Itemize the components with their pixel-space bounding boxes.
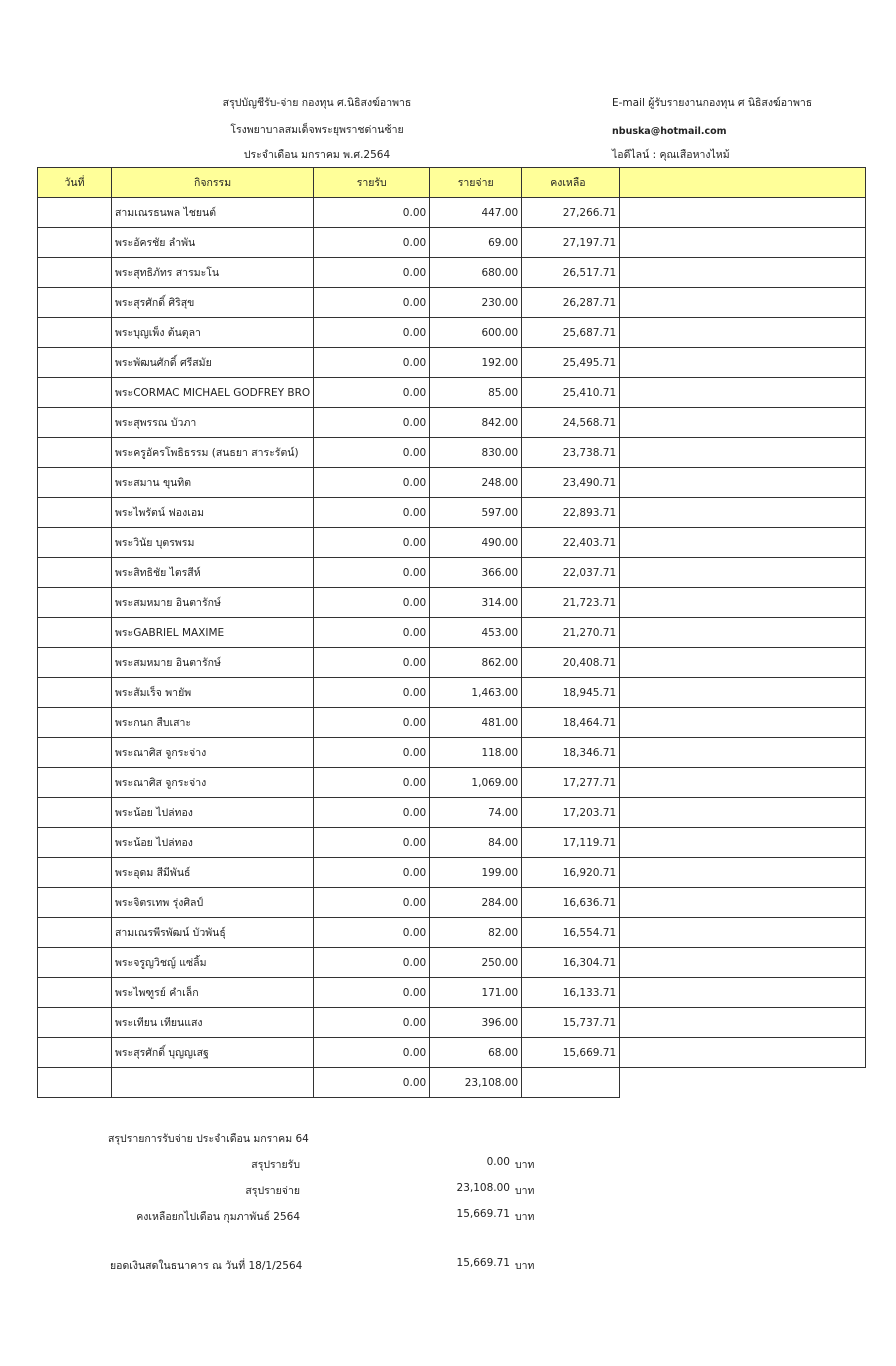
row-activity: พระไพฑูรย์ คำเล็ก bbox=[112, 978, 314, 1008]
table-row bbox=[38, 768, 866, 798]
row-blank bbox=[620, 1008, 866, 1038]
row-date bbox=[38, 618, 112, 648]
row-expense: 447.00 bbox=[430, 198, 522, 228]
row-blank bbox=[620, 258, 866, 288]
row-blank bbox=[620, 678, 866, 708]
row-expense: 69.00 bbox=[430, 228, 522, 258]
row-expense: 600.00 bbox=[430, 318, 522, 348]
row-income: 0.00 bbox=[314, 228, 430, 258]
row-balance: 16,304.71 bbox=[522, 948, 620, 978]
table-row bbox=[38, 948, 866, 978]
row-income: 0.00 bbox=[314, 528, 430, 558]
table-row bbox=[38, 498, 866, 528]
row-income: 0.00 bbox=[314, 558, 430, 588]
row-balance: 21,270.71 bbox=[522, 618, 620, 648]
row-date bbox=[38, 768, 112, 798]
row-blank bbox=[620, 198, 866, 228]
row-activity: พระอัครชัย ลำพัน bbox=[112, 228, 314, 258]
table-row bbox=[38, 228, 866, 258]
row-date bbox=[38, 1008, 112, 1038]
row-balance: 25,687.71 bbox=[522, 318, 620, 348]
table-row bbox=[38, 708, 866, 738]
email-label: E-mail ผู้รับรายงานกองทุน ศ นิธิสงฆ์อาพาธ bbox=[612, 97, 813, 109]
row-activity: พระครูอัครโพธิธรรม (สนธยา สาระรัตน์) bbox=[112, 438, 314, 468]
row-balance: 26,517.71 bbox=[522, 258, 620, 288]
bank-balance-value: 15,669.71 bbox=[456, 1257, 510, 1269]
row-blank bbox=[620, 708, 866, 738]
row-date bbox=[38, 378, 112, 408]
report-period: ประจำเดือน มกราคม พ.ศ.2564 bbox=[243, 149, 391, 161]
table-row bbox=[38, 888, 866, 918]
row-activity: พระน้อย ไปล่ทอง bbox=[112, 828, 314, 858]
col-date: วันที่ bbox=[38, 168, 112, 198]
row-activity: พระสิทธิชัย ไตรสีห์ bbox=[112, 558, 314, 588]
row-date bbox=[38, 438, 112, 468]
row-date bbox=[38, 828, 112, 858]
row-activity: พระGABRIEL MAXIME bbox=[112, 618, 314, 648]
totals-balance bbox=[522, 1068, 620, 1098]
col-income: รายรับ bbox=[314, 168, 430, 198]
row-income: 0.00 bbox=[314, 408, 430, 438]
table-row bbox=[38, 438, 866, 468]
table-header-row bbox=[38, 168, 866, 198]
row-balance: 17,203.71 bbox=[522, 798, 620, 828]
row-income: 0.00 bbox=[314, 1038, 430, 1068]
row-date bbox=[38, 648, 112, 678]
row-date bbox=[38, 708, 112, 738]
table-row bbox=[38, 618, 866, 648]
row-date bbox=[38, 408, 112, 438]
summary-expense-label: สรุปรายจ่าย bbox=[245, 1185, 300, 1197]
table-row bbox=[38, 1008, 866, 1038]
row-expense: 830.00 bbox=[430, 438, 522, 468]
table-row bbox=[38, 1038, 866, 1068]
table-row bbox=[38, 738, 866, 768]
row-expense: 248.00 bbox=[430, 468, 522, 498]
row-date bbox=[38, 228, 112, 258]
summary-income-label: สรุปรายรับ bbox=[251, 1159, 300, 1171]
row-balance: 16,554.71 bbox=[522, 918, 620, 948]
row-income: 0.00 bbox=[314, 738, 430, 768]
row-expense: 192.00 bbox=[430, 348, 522, 378]
row-expense: 118.00 bbox=[430, 738, 522, 768]
row-income: 0.00 bbox=[314, 918, 430, 948]
row-balance: 21,723.71 bbox=[522, 588, 620, 618]
row-date bbox=[38, 1038, 112, 1068]
row-blank bbox=[620, 498, 866, 528]
row-income: 0.00 bbox=[314, 678, 430, 708]
row-blank bbox=[620, 318, 866, 348]
row-income: 0.00 bbox=[314, 348, 430, 378]
row-blank bbox=[620, 348, 866, 378]
col-expense: รายจ่าย bbox=[430, 168, 522, 198]
row-blank bbox=[620, 918, 866, 948]
row-date bbox=[38, 558, 112, 588]
summary-expense-unit: บาท bbox=[515, 1185, 535, 1197]
row-activity: พระสมหมาย อินตารักษ์ bbox=[112, 588, 314, 618]
row-balance: 18,464.71 bbox=[522, 708, 620, 738]
row-income: 0.00 bbox=[314, 798, 430, 828]
row-date bbox=[38, 678, 112, 708]
row-expense: 842.00 bbox=[430, 408, 522, 438]
row-balance: 22,403.71 bbox=[522, 528, 620, 558]
row-income: 0.00 bbox=[314, 378, 430, 408]
row-expense: 481.00 bbox=[430, 708, 522, 738]
row-date bbox=[38, 978, 112, 1008]
row-date bbox=[38, 468, 112, 498]
row-date bbox=[38, 288, 112, 318]
row-activity: พระณาศิส จูกระจ่าง bbox=[112, 738, 314, 768]
row-blank bbox=[620, 378, 866, 408]
row-balance: 27,266.71 bbox=[522, 198, 620, 228]
row-activity: พระสุพรรณ บัวภา bbox=[112, 408, 314, 438]
table-row bbox=[38, 588, 866, 618]
row-date bbox=[38, 498, 112, 528]
totals-date bbox=[38, 1068, 112, 1098]
row-expense: 314.00 bbox=[430, 588, 522, 618]
row-income: 0.00 bbox=[314, 648, 430, 678]
ledger-table bbox=[37, 167, 866, 1098]
col-activity: กิจกรรม bbox=[112, 168, 314, 198]
table-row bbox=[38, 558, 866, 588]
table-row bbox=[38, 348, 866, 378]
row-activity: พระกนก สืบเสาะ bbox=[112, 708, 314, 738]
row-balance: 18,945.71 bbox=[522, 678, 620, 708]
row-date bbox=[38, 888, 112, 918]
row-expense: 84.00 bbox=[430, 828, 522, 858]
table-row bbox=[38, 648, 866, 678]
table-row bbox=[38, 468, 866, 498]
row-balance: 23,490.71 bbox=[522, 468, 620, 498]
row-blank bbox=[620, 738, 866, 768]
row-balance: 24,568.71 bbox=[522, 408, 620, 438]
row-blank bbox=[620, 438, 866, 468]
email-address[interactable]: nbuska@hotmail.com bbox=[612, 126, 727, 137]
row-blank bbox=[620, 528, 866, 558]
row-expense: 230.00 bbox=[430, 288, 522, 318]
table-row bbox=[38, 858, 866, 888]
bank-balance-label: ยอดเงินสดในธนาคาร ณ วันที่ 18/1/2564 bbox=[110, 1260, 303, 1272]
row-balance: 27,197.71 bbox=[522, 228, 620, 258]
row-blank bbox=[620, 618, 866, 648]
row-income: 0.00 bbox=[314, 858, 430, 888]
row-expense: 366.00 bbox=[430, 558, 522, 588]
row-expense: 453.00 bbox=[430, 618, 522, 648]
row-activity: พระวินัย บุตรพรม bbox=[112, 528, 314, 558]
row-expense: 250.00 bbox=[430, 948, 522, 978]
row-activity: พระสุรศักดิ์ ศิริสุข bbox=[112, 288, 314, 318]
row-date bbox=[38, 798, 112, 828]
summary-income-value: 0.00 bbox=[486, 1156, 510, 1168]
summary-carryover-label: คงเหลือยกไปเดือน กุมภาพันธ์ 2564 bbox=[136, 1211, 300, 1223]
row-balance: 20,408.71 bbox=[522, 648, 620, 678]
row-income: 0.00 bbox=[314, 318, 430, 348]
row-activity: พระสุทธิภัทร สารมะโน bbox=[112, 258, 314, 288]
table-row bbox=[38, 258, 866, 288]
row-activity: สามเณรธนพล ไชยนต์ bbox=[112, 198, 314, 228]
row-balance: 22,893.71 bbox=[522, 498, 620, 528]
table-row bbox=[38, 978, 866, 1008]
line-id: ไอดีไลน์ : คุณเสือหางไหม้ bbox=[612, 149, 730, 161]
row-income: 0.00 bbox=[314, 498, 430, 528]
row-balance: 25,410.71 bbox=[522, 378, 620, 408]
row-balance: 16,636.71 bbox=[522, 888, 620, 918]
row-date bbox=[38, 738, 112, 768]
row-activity: พระสมหมาย อินตารักษ์ bbox=[112, 648, 314, 678]
row-balance: 22,037.71 bbox=[522, 558, 620, 588]
col-blank bbox=[620, 168, 866, 198]
summary-expense-value: 23,108.00 bbox=[456, 1182, 510, 1194]
table-row bbox=[38, 528, 866, 558]
row-expense: 82.00 bbox=[430, 918, 522, 948]
row-date bbox=[38, 948, 112, 978]
row-blank bbox=[620, 798, 866, 828]
row-date bbox=[38, 588, 112, 618]
row-income: 0.00 bbox=[314, 828, 430, 858]
report-title: สรุปบัญชีรับ-จ่าย กองทุน ศ.นิธิสงฆ์อาพาธ bbox=[222, 97, 412, 109]
table-row bbox=[38, 378, 866, 408]
row-balance: 18,346.71 bbox=[522, 738, 620, 768]
row-expense: 597.00 bbox=[430, 498, 522, 528]
row-date bbox=[38, 318, 112, 348]
table-row bbox=[38, 918, 866, 948]
row-activity: พระสุรศักดิ์ บุญญเสฐ bbox=[112, 1038, 314, 1068]
table-row bbox=[38, 408, 866, 438]
bank-balance-unit: บาท bbox=[515, 1260, 535, 1272]
row-expense: 85.00 bbox=[430, 378, 522, 408]
row-activity: พระณาศิส จูกระจ่าง bbox=[112, 768, 314, 798]
row-date bbox=[38, 918, 112, 948]
row-expense: 199.00 bbox=[430, 858, 522, 888]
row-blank bbox=[620, 648, 866, 678]
totals-activity bbox=[112, 1068, 314, 1098]
summary-carryover-unit: บาท bbox=[515, 1211, 535, 1223]
row-balance: 16,920.71 bbox=[522, 858, 620, 888]
row-expense: 862.00 bbox=[430, 648, 522, 678]
row-blank bbox=[620, 558, 866, 588]
table-row bbox=[38, 798, 866, 828]
total-income: 0.00 bbox=[314, 1068, 430, 1098]
row-date bbox=[38, 258, 112, 288]
row-balance: 17,119.71 bbox=[522, 828, 620, 858]
row-blank bbox=[620, 828, 866, 858]
table-row bbox=[38, 318, 866, 348]
hospital-name: โรงพยาบาลสมเด็จพระยุพราชด่านซ้าย bbox=[230, 124, 404, 136]
row-balance: 16,133.71 bbox=[522, 978, 620, 1008]
totals-blank bbox=[620, 1068, 866, 1098]
row-income: 0.00 bbox=[314, 258, 430, 288]
row-balance: 23,738.71 bbox=[522, 438, 620, 468]
row-activity: พระสัมเร็จ พายัพ bbox=[112, 678, 314, 708]
row-income: 0.00 bbox=[314, 198, 430, 228]
row-date bbox=[38, 198, 112, 228]
row-balance: 25,495.71 bbox=[522, 348, 620, 378]
row-activity: พระจรูญวิชญ์ แซ่ลิ้ม bbox=[112, 948, 314, 978]
row-activity: สามเณรพีรพัฒน์ บัวพันธุ์ bbox=[112, 918, 314, 948]
row-blank bbox=[620, 948, 866, 978]
row-date bbox=[38, 348, 112, 378]
row-expense: 74.00 bbox=[430, 798, 522, 828]
row-activity: พระอุดม สีมีพันธ์ bbox=[112, 858, 314, 888]
row-expense: 284.00 bbox=[430, 888, 522, 918]
row-activity: พระสมาน ขุนทิต bbox=[112, 468, 314, 498]
row-income: 0.00 bbox=[314, 468, 430, 498]
row-income: 0.00 bbox=[314, 618, 430, 648]
row-income: 0.00 bbox=[314, 288, 430, 318]
row-date bbox=[38, 858, 112, 888]
row-activity: พระCORMAC MICHAEL GODFREY BRO bbox=[112, 378, 314, 408]
row-activity: พระเทียน เทียนแสง bbox=[112, 1008, 314, 1038]
totals-row bbox=[38, 1068, 866, 1098]
row-blank bbox=[620, 858, 866, 888]
row-income: 0.00 bbox=[314, 888, 430, 918]
summary-carryover-value: 15,669.71 bbox=[456, 1208, 510, 1220]
row-blank bbox=[620, 888, 866, 918]
row-balance: 15,737.71 bbox=[522, 1008, 620, 1038]
row-blank bbox=[620, 1038, 866, 1068]
row-income: 0.00 bbox=[314, 768, 430, 798]
row-blank bbox=[620, 408, 866, 438]
row-income: 0.00 bbox=[314, 948, 430, 978]
row-activity: พระไพรัตน์ ฟองเอม bbox=[112, 498, 314, 528]
row-expense: 68.00 bbox=[430, 1038, 522, 1068]
row-date bbox=[38, 528, 112, 558]
table-row bbox=[38, 288, 866, 318]
row-blank bbox=[620, 588, 866, 618]
row-balance: 26,287.71 bbox=[522, 288, 620, 318]
row-income: 0.00 bbox=[314, 1008, 430, 1038]
row-income: 0.00 bbox=[314, 588, 430, 618]
row-activity: พระน้อย ไปล่ทอง bbox=[112, 798, 314, 828]
table-row bbox=[38, 678, 866, 708]
row-income: 0.00 bbox=[314, 708, 430, 738]
table-row bbox=[38, 198, 866, 228]
table-row bbox=[38, 828, 866, 858]
row-blank bbox=[620, 228, 866, 258]
row-activity: พระบุญเพ็ง ต้นตุลา bbox=[112, 318, 314, 348]
row-income: 0.00 bbox=[314, 978, 430, 1008]
col-balance: คงเหลือ bbox=[522, 168, 620, 198]
summary-title: สรุปรายการรับจ่าย ประจำเดือน มกราคม 64 bbox=[108, 1133, 309, 1145]
row-expense: 1,069.00 bbox=[430, 768, 522, 798]
row-income: 0.00 bbox=[314, 438, 430, 468]
row-expense: 1,463.00 bbox=[430, 678, 522, 708]
summary-income-unit: บาท bbox=[515, 1159, 535, 1171]
row-balance: 17,277.71 bbox=[522, 768, 620, 798]
total-expense: 23,108.00 bbox=[430, 1068, 522, 1098]
row-blank bbox=[620, 468, 866, 498]
row-blank bbox=[620, 288, 866, 318]
row-blank bbox=[620, 978, 866, 1008]
row-expense: 396.00 bbox=[430, 1008, 522, 1038]
row-balance: 15,669.71 bbox=[522, 1038, 620, 1068]
row-expense: 680.00 bbox=[430, 258, 522, 288]
row-activity: พระพัฒนศักดิ์ ศรีสมัย bbox=[112, 348, 314, 378]
row-expense: 490.00 bbox=[430, 528, 522, 558]
row-expense: 171.00 bbox=[430, 978, 522, 1008]
row-activity: พระจิตรเทพ รุ่งศิลป์ bbox=[112, 888, 314, 918]
row-blank bbox=[620, 768, 866, 798]
